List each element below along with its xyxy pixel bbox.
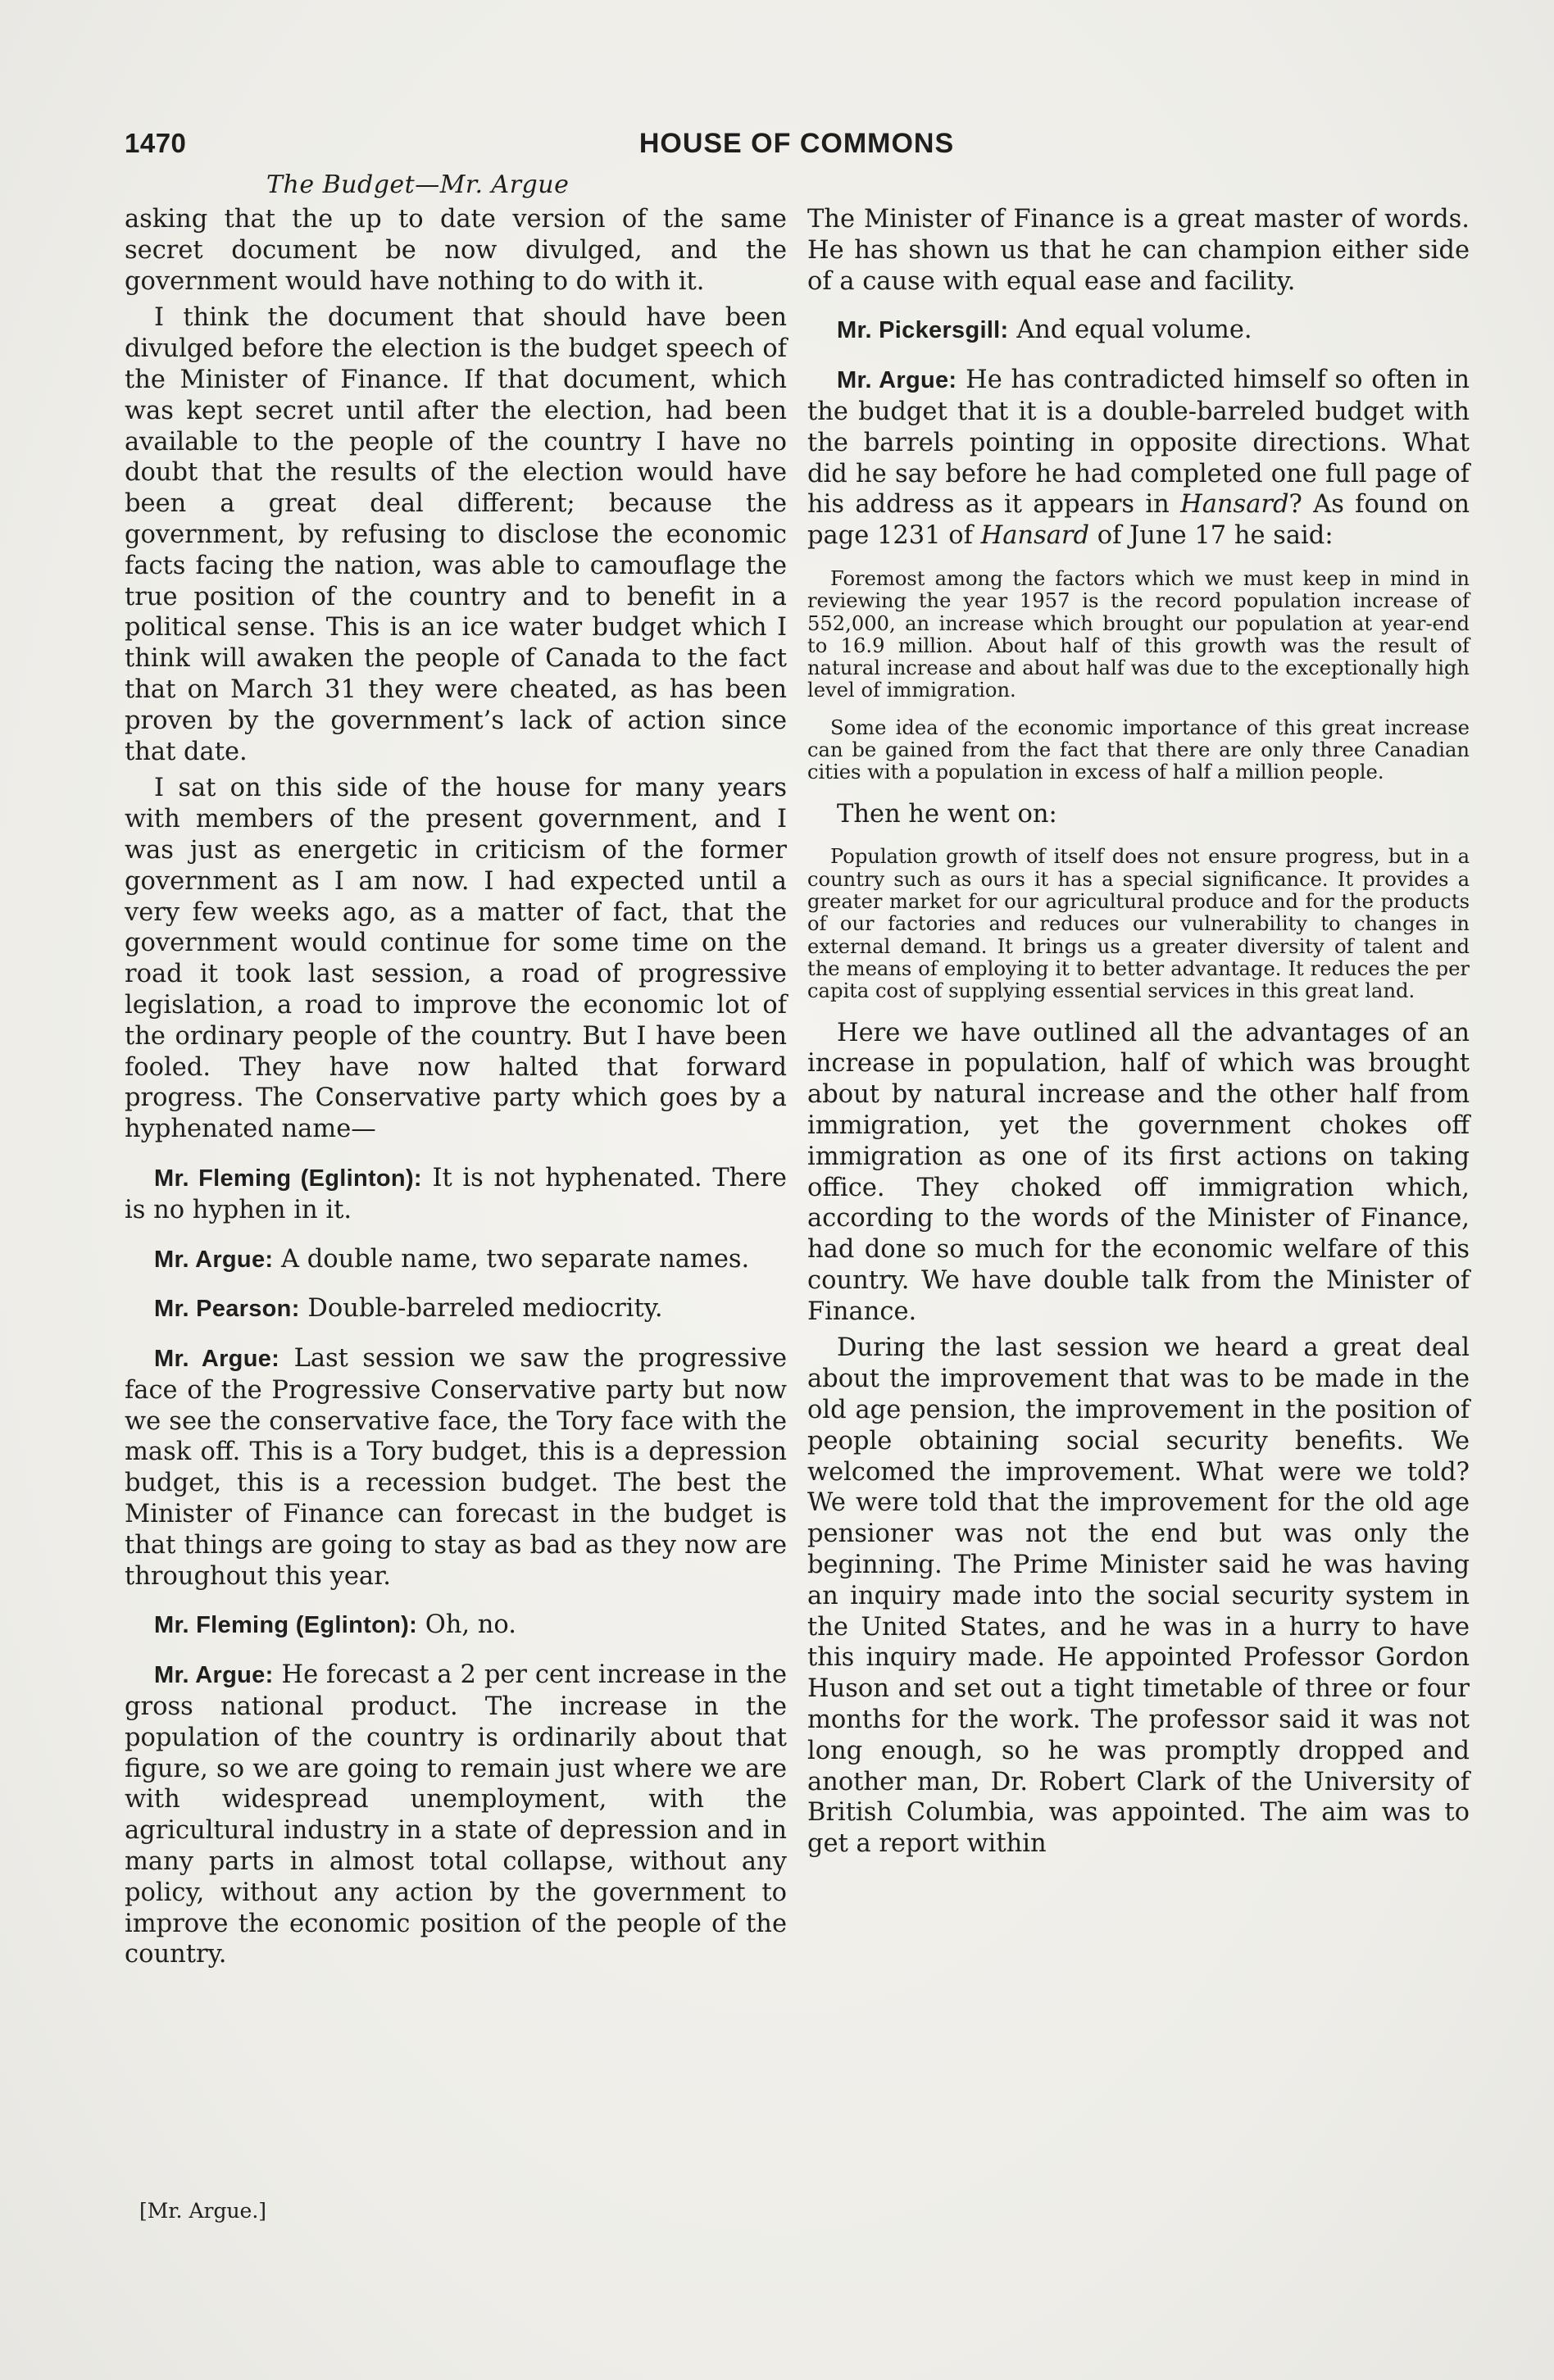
section-title: The Budget—Mr. Argue — [266, 170, 570, 199]
speech-paragraph — [125, 1244, 787, 1276]
speaker-name: Mr. Argue: — [154, 1662, 274, 1689]
speaker-name: Mr. Argue: — [154, 1346, 280, 1373]
speech-argue-double-barreled — [807, 365, 1470, 552]
speaker-name: Mr. Argue: — [837, 367, 957, 394]
speech-text: Oh, no. — [425, 1610, 516, 1640]
speech-text: It is not hyphenated. There is no hyphen in it. — [125, 1163, 787, 1224]
hansard-reference: Hansard — [1180, 490, 1289, 520]
speech-text: He has contradicted himself so often in the budget that it is a double-barreled budget with the barrels pointing in opposite directions. What did he say before he had completed one full page of his address as it appears in — [807, 366, 1470, 520]
speaker-name: Mr. Fleming (Eglinton): — [154, 1612, 418, 1639]
body-paragraph: asking that the up to date version of the same secret document be now divulged, and the government would have nothing to do with it. — [125, 205, 787, 296]
speech-text: Double-barreled mediocrity. — [307, 1294, 663, 1324]
speech-paragraph — [125, 1343, 787, 1592]
speaker-name: Mr. Pickersgill: — [837, 317, 1009, 344]
right-paragraph-intro: The Minister of Finance is a great master of words. He has shown us that he can champion either side of a cause with equal ease and facility. — [807, 205, 1470, 296]
speech-paragraph — [125, 1610, 787, 1642]
hansard-reference: Hansard — [980, 521, 1090, 551]
right-paragraph-here: Here we have outlined all the advantages of an increase in population, half of which was brought about by natural increase and the other half from immigration, yet the government chokes off immigration as one of its first actions on taking office. They choked off immigration which, according to the words of the Minister of Finance, had done so much for the economic welfare of this country. We have double talk from the Minister of Finance. — [807, 1018, 1470, 1326]
left-column — [125, 204, 787, 1970]
page-number: 1470 — [125, 128, 187, 158]
body-paragraph: I think the document that should have been divulged before the election is the budget speech of the Minister of Finance. If that document, which was kept secret until after the election, had been available to the people of the country I have no doubt that the results of the election would have been a great deal different; because the government, by refusing to disclose the economic facts facing the nation, was able to camouflage the true position of the country and to benefit in a political sense. This is an ice water budget which I think will awaken the people of Canada to the fact that on March 31 they were cheated, as has been proven by the government’s lack of action since that date. — [125, 303, 787, 766]
speech-paragraph — [125, 1293, 787, 1325]
speech-pickersgill — [807, 315, 1470, 347]
speaker-name: Mr. Argue: — [154, 1246, 274, 1273]
budget-quote-2: Population growth of itself does not ensure progress, but in a country such as ours it has a special significance. It provides a greater market for our agricultural produce and for the products of our factories and reduces our vulnerability to changes in external demand. It brings us a greater diversity of talent and the means of employing it to better advantage. It reduces the per capita cost of supplying essential services in this great land. — [807, 845, 1470, 1003]
speech-text: And equal volume. — [1016, 316, 1252, 345]
speech-paragraph — [125, 1163, 787, 1226]
speech-text: A double name, two separate names. — [281, 1244, 750, 1274]
then-he-went-on: Then he went on: — [837, 799, 1057, 829]
speaker-name: Mr. Pearson: — [154, 1296, 300, 1323]
right-paragraph-during: During the last session we heard a great deal about the improvement that was to be made in the old age pension, the improvement in the position of people obtaining social security benefits. We welcomed the improvement. What were we told? We were told that the improvement for the old age pensioner was not the end but was only the beginning. The Prime Minister said he was having an inquiry made into the social security system in the United States, and he was in a hurry to have this inquiry made. He appointed Professor Gordon Huson and set out a tight timetable of three or four months for the work. The professor said it was not long enough, so he was promptly dropped and another man, Dr. Robert Clark of the University of British Columbia, was appointed. The aim was to get a report within — [807, 1333, 1470, 1859]
budget-quote-1a: Foremost among the factors which we must keep in mind in reviewing the year 1957 is the record population increase of 552,000, an increase which brought our population at year-end to 16.9 million. About half of this growth was the result of natural increase and about half was due to the exceptionally high level of immigration. — [807, 566, 1470, 702]
speech-text: Last session we saw the progressive face of the Progressive Conservative party but now we see the conservative face, the Tory face with the mask off. This is a Tory budget, this is a depression budget, this is a recession budget. The best the Minister of Finance can forecast in the budget is that things are going to stay as bad as they now are throughout this year. — [125, 1344, 787, 1591]
right-column — [807, 204, 1470, 1860]
speech-text: of June 17 he said: — [1089, 521, 1334, 551]
speech-text: He forecast a 2 per cent increase in the gross national product. The increase in the population of the country is ordinarily about that figure, so we are going to remain just where we are with widespread unemployment, with the agricultural industry in a state of depression and in many parts in almost total collapse, without any policy, without any action by the government to improve the economic position of the people of the country. — [125, 1660, 787, 1969]
page-header — [125, 128, 1469, 170]
budget-quote-1b: Some idea of the economic importance of this great increase can be gained from the fact that there are only three Canadian cities with a population in excess of half a million people. — [807, 715, 1470, 784]
speaker-footer: [Mr. Argue.] — [139, 2199, 267, 2223]
speaker-name: Mr. Fleming (Eglinton): — [154, 1165, 422, 1192]
body-paragraph: I sat on this side of the house for many years with members of the present government, and I was just as energetic in criticism of the former government as I am now. I had expected until a very few weeks ago, as a matter of fact, that the government would continue for some time on the road it took last session, a road of progressive legislation, a road to improve the economic lot of the ordinary people of the country. But I have been fooled. They have now halted that forward progress. The Conservative party which goes by a hyphenated name— — [125, 774, 787, 1144]
running-head: HOUSE OF COMMONS — [638, 128, 955, 159]
speech-text: ? As found on page 1231 of — [807, 490, 1470, 551]
speech-paragraph — [125, 1660, 787, 1970]
